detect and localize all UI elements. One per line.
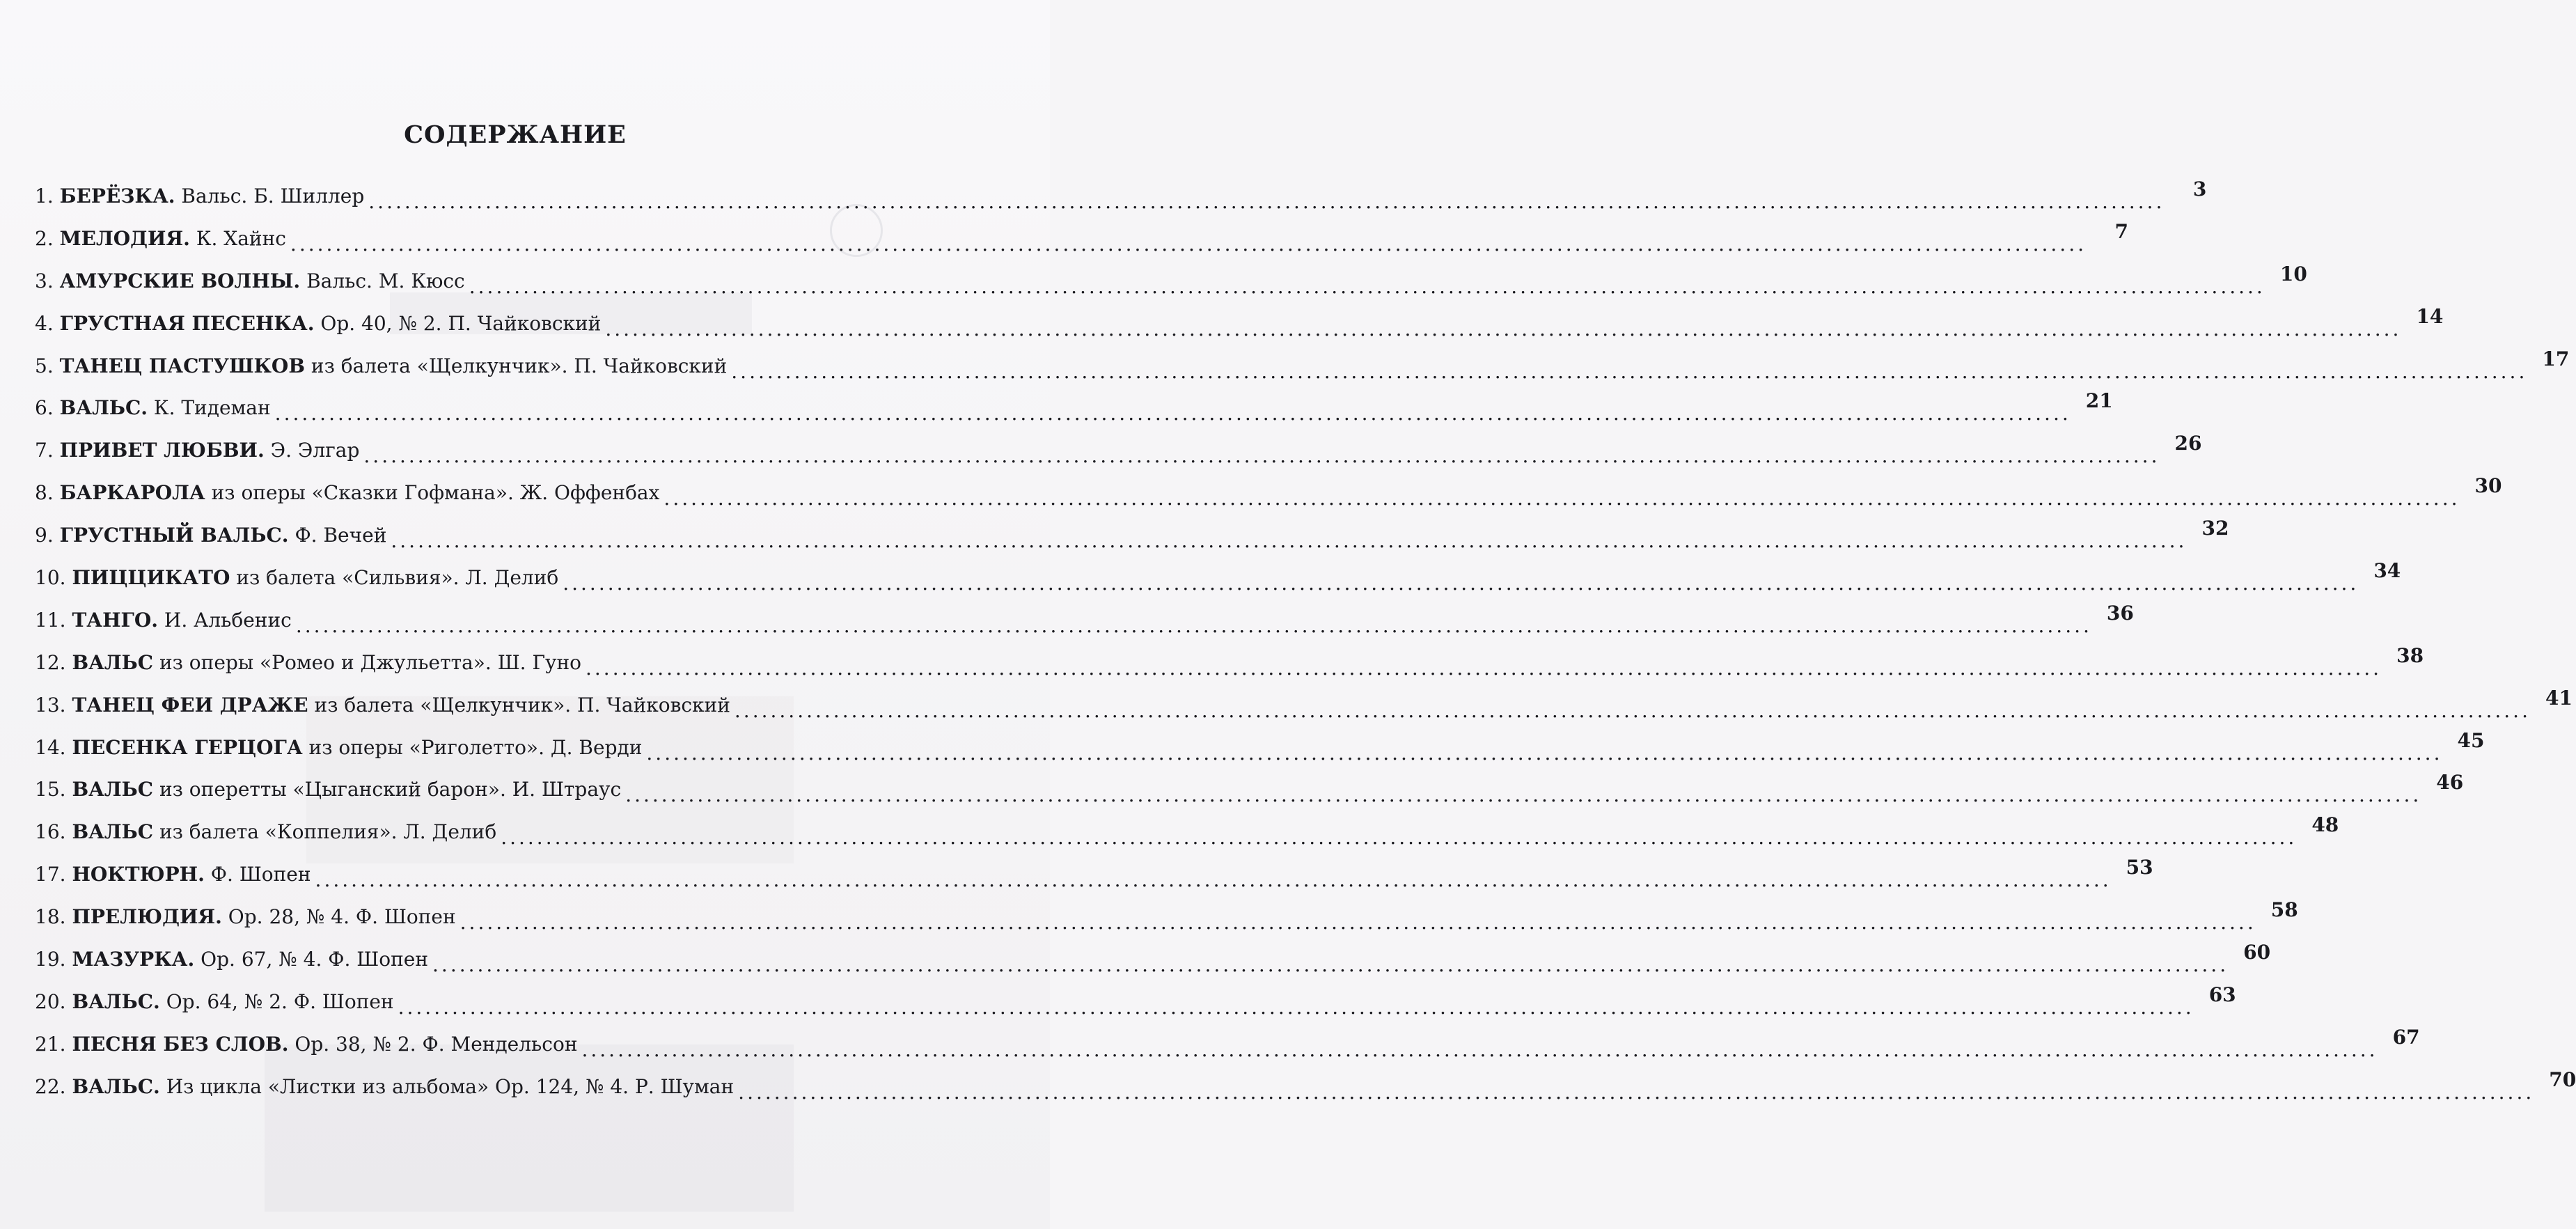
entry-number: 4. <box>35 311 54 335</box>
entry-detail: из оперы «Сказки Гофмана». Ж. Оффенбах <box>211 481 660 505</box>
entry-detail: из балета «Щелкунчик». П. Чайковский <box>314 693 730 717</box>
entry-text <box>35 225 286 253</box>
entry-text <box>35 691 730 719</box>
entry-text <box>35 352 727 380</box>
entry-title: ТАНГО. <box>72 608 159 632</box>
entry-detail: Ор. 67, № 4. Ф. Шопен <box>201 948 429 971</box>
entry-detail: Ор. 38, № 2. Ф. Мендельсон <box>294 1032 578 1056</box>
entry-detail: К. Тидеман <box>153 396 271 420</box>
entry-title: НОКТЮРН. <box>72 863 205 886</box>
entry-number: 11. <box>35 608 66 632</box>
entry-page-number: 63 <box>2208 983 2236 1006</box>
entry-text <box>35 988 394 1016</box>
entry-page-number: 3 <box>2192 178 2207 201</box>
dot-leader: ........................................................................................................................................................................................................ <box>398 995 2194 1019</box>
entry-title: БЕРЁЗКА. <box>59 185 175 208</box>
dot-leader: ........................................................................................................................................................................................................ <box>605 317 2402 340</box>
dot-leader: ........................................................................................................................................................................................................ <box>501 826 2298 850</box>
entry-text <box>35 776 621 804</box>
entry-number: 21. <box>35 1032 66 1056</box>
dot-leader: ........................................................................................................................................................................................................ <box>731 359 2528 383</box>
toc-entry <box>35 517 2229 564</box>
entry-title: ВАЛЬС. <box>59 396 148 420</box>
entry-title: ГРУСТНАЯ ПЕСЕНКА. <box>59 311 315 335</box>
toc-entry <box>35 941 2271 988</box>
entry-detail: из оперетты «Цыганский барон». И. Штраус <box>159 778 622 801</box>
entry-text <box>35 522 386 549</box>
entry-page-number: 34 <box>2373 559 2401 583</box>
dot-leader: ........................................................................................................................................................................................................ <box>625 783 2422 807</box>
entry-text <box>35 394 271 422</box>
entry-page-number: 45 <box>2457 728 2485 752</box>
entry-detail: из оперы «Риголетто». Д. Верди <box>308 735 643 759</box>
entry-page-number: 10 <box>2279 262 2307 285</box>
entry-number: 10. <box>35 566 66 590</box>
entry-detail: Ф. Вечей <box>294 524 387 547</box>
toc-entry <box>35 643 2424 691</box>
entry-text <box>35 861 311 889</box>
entry-text <box>35 734 642 762</box>
entry-number: 22. <box>35 1074 66 1098</box>
entry-detail: Вальс. М. Кюсс <box>306 269 465 292</box>
entry-text <box>35 310 601 338</box>
entry-number: 8. <box>35 481 54 505</box>
dot-leader: ........................................................................................................................................................................................................ <box>581 1038 2378 1061</box>
entry-page-number: 70 <box>2549 1067 2576 1091</box>
entry-detail: Э. Элгар <box>270 439 360 462</box>
entry-page-number: 17 <box>2542 347 2570 370</box>
toc-entry <box>35 304 2444 352</box>
toc-entry <box>35 474 2502 522</box>
toc-entry <box>35 1025 2420 1073</box>
entry-text <box>35 946 428 973</box>
toc-entry <box>35 178 2207 225</box>
toc-entry <box>35 686 2573 734</box>
entry-page-number: 26 <box>2174 432 2202 455</box>
entry-number: 13. <box>35 693 66 717</box>
entry-page-number: 53 <box>2126 856 2153 879</box>
entry-page-number: 38 <box>2396 643 2424 667</box>
entry-detail: Ор. 40, № 2. П. Чайковский <box>320 311 602 335</box>
entry-title: МЕЛОДИЯ. <box>59 226 190 250</box>
entry-title: ВАЛЬС <box>72 820 154 844</box>
entry-title: ВАЛЬС <box>72 778 154 801</box>
entry-number: 2. <box>35 226 54 250</box>
entry-number: 17. <box>35 863 66 886</box>
entry-detail: И. Альбенис <box>164 608 292 632</box>
table-of-contents <box>35 178 2576 1116</box>
entry-detail: К. Хайнс <box>196 226 286 250</box>
toc-entry <box>35 601 2134 649</box>
dot-leader: ........................................................................................................................................................................................................ <box>738 1080 2535 1104</box>
entry-detail: Вальс. Б. Шиллер <box>181 185 365 208</box>
entry-text <box>35 818 496 846</box>
entry-page-number: 14 <box>2416 304 2444 328</box>
entry-text <box>35 1031 577 1058</box>
toc-entry <box>35 771 2464 818</box>
entry-title: ВАЛЬС <box>72 650 154 674</box>
entry-text <box>35 649 581 677</box>
dot-leader: ........................................................................................................................................................................................................ <box>469 274 2265 298</box>
entry-page-number: 67 <box>2392 1025 2420 1049</box>
dot-leader: ........................................................................................................................................................................................................ <box>646 741 2443 765</box>
entry-title: МАЗУРКА. <box>72 948 195 971</box>
dot-leader: ........................................................................................................................................................................................................ <box>432 953 2229 977</box>
toc-entry <box>35 728 2485 776</box>
entry-text <box>35 267 465 295</box>
dot-leader: ........................................................................................................................................................................................................ <box>563 572 2359 595</box>
entry-page-number: 60 <box>2243 941 2271 964</box>
entry-page-number: 32 <box>2201 517 2229 540</box>
entry-text <box>35 903 456 931</box>
entry-detail: из балета «Сильвия». Л. Делиб <box>236 566 559 590</box>
toc-entry <box>35 856 2153 903</box>
entry-number: 18. <box>35 905 66 929</box>
dot-leader: ........................................................................................................................................................................................................ <box>586 656 2382 680</box>
entry-title: ПИЦЦИКАТО <box>72 566 230 590</box>
entry-number: 15. <box>35 778 66 801</box>
entry-text <box>35 479 659 507</box>
entry-number: 16. <box>35 820 66 844</box>
entry-title: ВАЛЬС. <box>72 989 160 1013</box>
entry-number: 3. <box>35 269 54 292</box>
toc-entry <box>35 432 2202 479</box>
toc-entry <box>35 262 2307 310</box>
entry-title: ПРЕЛЮДИЯ. <box>72 905 222 929</box>
entry-detail: Ф. Шопен <box>210 863 311 886</box>
entry-title: ПРИВЕТ ЛЮБВИ. <box>59 439 265 462</box>
entry-title: ВАЛЬС. <box>72 1074 160 1098</box>
toc-entry <box>35 1067 2576 1116</box>
entry-title: БАРКАРОЛА <box>59 481 205 505</box>
toc-entry <box>35 813 2339 861</box>
entry-page-number: 36 <box>2106 601 2134 625</box>
dot-leader: ........................................................................................................................................................................................................ <box>295 613 2092 637</box>
entry-title: ТАНЕЦ ФЕИ ДРАЖЕ <box>72 693 308 717</box>
dot-leader: ........................................................................................................................................................................................................ <box>734 698 2531 722</box>
entry-detail: Из цикла «Листки из альбома» Ор. 124, № 4. Р. Шуман <box>166 1074 735 1098</box>
dot-leader: ........................................................................................................................................................................................................ <box>274 402 2071 425</box>
entry-number: 12. <box>35 650 66 674</box>
entry-page-number: 48 <box>2311 813 2339 837</box>
toc-entry <box>35 559 2401 606</box>
entry-page-number: 41 <box>2545 686 2573 710</box>
dot-leader: ........................................................................................................................................................................................................ <box>290 232 2087 256</box>
dot-leader: ........................................................................................................................................................................................................ <box>363 444 2160 468</box>
entry-detail: из оперы «Ромео и Джульетта». Ш. Гуно <box>159 650 581 674</box>
entry-number: 9. <box>35 524 54 547</box>
entry-text <box>35 182 364 210</box>
entry-detail: из балета «Коппелия». Л. Делиб <box>159 820 497 844</box>
entry-page-number: 58 <box>2270 898 2298 922</box>
entry-text <box>35 606 292 634</box>
toc-entry <box>35 898 2298 946</box>
toc-entry <box>35 389 2113 437</box>
entry-page-number: 46 <box>2436 771 2464 794</box>
entry-page-number: 21 <box>2085 389 2113 413</box>
dot-leader: ........................................................................................................................................................................................................ <box>460 911 2256 934</box>
toc-entry <box>35 347 2570 395</box>
toc-entry <box>35 983 2236 1031</box>
entry-detail: Ор. 64, № 2. Ф. Шопен <box>166 989 394 1013</box>
entry-title: ПЕСЕНКА ГЕРЦОГА <box>72 735 303 759</box>
entry-title: ГРУСТНЫЙ ВАЛЬС. <box>59 524 289 547</box>
entry-text <box>35 437 359 464</box>
entry-title: АМУРСКИЕ ВОЛНЫ. <box>59 269 301 292</box>
entry-title: ТАНЕЦ ПАСТУШКОВ <box>59 354 305 377</box>
entry-text <box>35 1073 734 1101</box>
entry-detail: Ор. 28, № 4. Ф. Шопен <box>228 905 456 929</box>
entry-number: 6. <box>35 396 54 420</box>
page-title: СОДЕРЖАНИЕ <box>404 120 627 150</box>
dot-leader: ........................................................................................................................................................................................................ <box>391 529 2188 553</box>
entry-page-number: 30 <box>2474 474 2502 498</box>
entry-text <box>35 564 558 592</box>
entry-number: 19. <box>35 948 66 971</box>
dot-leader: ........................................................................................................................................................................................................ <box>315 868 2112 892</box>
dot-leader: ........................................................................................................................................................................................................ <box>368 190 2165 213</box>
entry-number: 14. <box>35 735 66 759</box>
entry-number: 5. <box>35 354 54 377</box>
entry-page-number: 7 <box>2114 219 2128 243</box>
entry-number: 7. <box>35 439 54 462</box>
entry-detail: из балета «Щелкунчик». П. Чайковский <box>311 354 728 377</box>
toc-entry <box>35 219 2128 267</box>
entry-number: 20. <box>35 989 66 1013</box>
dot-leader: ........................................................................................................................................................................................................ <box>663 487 2460 510</box>
entry-number: 1. <box>35 185 54 208</box>
entry-title: ПЕСНЯ БЕЗ СЛОВ. <box>72 1032 289 1056</box>
